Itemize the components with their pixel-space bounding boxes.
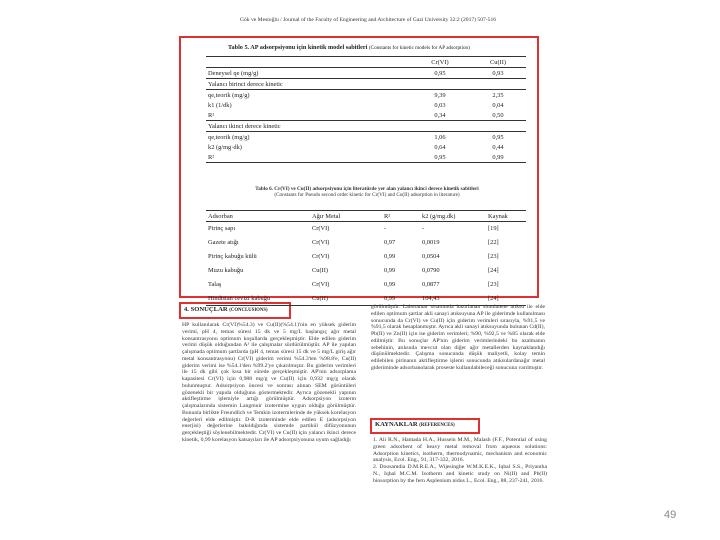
table5-caption: Tablo 5. AP adsorpsiyonu için kinetik model sabitleri (Constants for kinetic models for AP adsorption) xyxy=(228,44,470,51)
table-row: Yalancı ikinci derece kinetic xyxy=(206,121,526,132)
table-row: qe,teorik (mg/g) 1,06 0,95 xyxy=(208,133,504,141)
table6-header-row: Adsorban Ağır Metal R² k2 (g/mg.dk) Kaynak xyxy=(206,211,526,222)
table-row: k2 (g/mg·dk) 0,64 0,44 xyxy=(208,143,504,151)
table5-col-cr: Cr(VI) xyxy=(431,58,449,66)
table5-header-row xyxy=(206,57,526,68)
journal-header: Gök ve Mestoğlu / Journal of the Faculty of Engineering and Architecture of Gazi University 32:2 (2017) 507-516 xyxy=(239,17,497,23)
references-heading: KAYNAKLAR (REFERENCES) xyxy=(375,421,455,428)
table-row: Pirinç sapı Cr(VI) - - [19] xyxy=(208,225,499,233)
table5 xyxy=(206,56,526,163)
table-row: R² 0,95 0,99 xyxy=(206,152,526,163)
table-row: Muzu kabuğu Cu(II) 0,99 0,0790 [24] xyxy=(208,267,499,274)
table-row: k1 (1/dk) 0,03 0,04 xyxy=(208,101,504,109)
table5-col-cu: Cu(II) xyxy=(489,58,506,66)
table-row: Talaş Cr(VI) 0,99 0,0877 [23] xyxy=(208,281,499,288)
conclusions-text: HP kullanılarak Cr(VI)%54.3) ve Cu(II)(%54.1)'nin en yüksek giderim verimi, pH 4, temas süresi 15 dk ve 5 mg/L başlangıç ağır metal konsantrasyonu optimum koşullarda gerçekleşmiştir. Elde edilen giderim verimi düşük olduğundan A² ile çalışmalar sürdürülmüştür. AP ile yapılan çalışmada optimum şartlarda (pH 4, temas süresi 15 dk ve 5 mg/L giriş ağır metal konsantrasyonu) Cr(VI) giderim verimi %54.3'ten %98.8'e, Cu(II) giderim verimi ise %54.1'den %99.2'ye çıkarılmıştır. Bu giderim verimleri ile 15 dk gibi çok kısa bir sürede gerçekleşmiştir. AP'nin adsorplama kapasitesi Cr(VI) için 0,988 mg/g ve Cu(II) için 0,932 mg/g olarak bulunmuştur. Adsorpsiyon öncesi ve sonrası alınan SEM görüntüleri gözenekli bir yapıda olduğunu göstermektedir. Ayrıca gözenekli yapının aktifleştirme işlemiyle artığı görülmüştür. Adsorpsiyon izoterm çalışmalarında sistemin Langmuir izotermine uygun olduğu görülmüştür. Bununla birlikte Freundlich ve Temkin izotermlerinde de yüksek korelasyon değerleri elde edilmiştir. D-R izoterminde elde edilen E (adsorpsiyon enerjisi) değerlerine bakıldığında sistemde partikül difüzyonunun gerçekleştiği söylenebilmektedir. Cr(VI) ve Cu(II) için yalancı ikinci derece kinetik, 0,99 korelasyon katsayıları ile AP adsorpsiyonuna uyum sağladığı xyxy=(182,322,356,443)
conclusions-heading: 4. SONUÇLAR (CONCLUSIONS) xyxy=(184,306,268,313)
table-row: Deneysel qe (mg/g) 0,95 0,93 xyxy=(206,68,526,79)
table-row: Hindistan cevizi kabuğu Cu(II) 0,99 104,43 [24] xyxy=(206,292,526,306)
table-row: Pirinç kabuğu külü Cr(VI) 0,99 0,0504 [23] xyxy=(208,253,499,260)
table6 xyxy=(206,210,526,306)
right-column-text: görülmüştür. Laboratuar ortamında hazırlanan simulatene atıksu ile elde edilen optimum şartlar akli sanayi atıksuyuna AP ile giderimde kullanılması sonucunda da Cr(VI) ve Cu(II) için giderim verimleri sırasıyla, %91,5 ve %91,5 olarak hesaplanmıştır. Ayrıca akli sanayi atıksuyunda bulunan Cd(II), Pb(II) ve Zn(II) için ise giderim verimleri; %90, %92,5 ve %85 olarak elde edilmiştir. Bu sonuçlar AP'nin giderim verimlerindeki bu azalmanın sebebinin, atıksuda mevcut olan diğer ağır metallerden kaynaklandığı düşünülmektedir. Çalışma sonucunda düşük maliyetli, kolay temin edilebilen pirinanın aktifleştirme işlemi sonucunda atıksulardanağır metal gideriminde adsorbanolarak proseste kullanılabileceği sonucuna varılmıştır. xyxy=(371,304,545,371)
reference-item: 2. Doosamdia D.M.R.E.A., Wijesinghe W.M.K.E.K., Iqbal S.S., Priyantha N., Iqbal M.C.M. Isotherm and kinetic study on Ni(II) and Pb(II) biosorption by the fern Asplenium nidus L., Ecol. Eng., 88, 237-241, 2016. xyxy=(373,464,547,484)
references-list xyxy=(373,437,547,535)
page-number: 49 xyxy=(664,509,677,521)
table-row: R² 0,34 0,50 xyxy=(206,110,526,121)
table-row: Yalancı birinci derece kinetic xyxy=(206,79,526,90)
table-row: Gazete atığı Cr(VI) 0,97 0,0019 [22] xyxy=(208,239,499,246)
table6-caption: Tablo 6. Cr(VI) ve Cu(II) adsorpsiyonu için literatürde yer alan yalancı ikinci derece kinetik sabitleri (Constants for Pseudo second order kinetic for Cr(VI) and Cu(II) adsorption in literature) xyxy=(255,186,479,199)
table-row: qe,teorik (mg/g) 9,39 2,35 xyxy=(208,91,504,99)
reference-item: 1. Ali R.N., Hamada H.A., Hussein M.M., Malash (F.F., Potential of using green adsorbent of heavy metal removal from aqueous solutions: Adsorption kinetics, isotherm, thermodynamic, mechanism and economic analysis, Ecol. Eng., 91, 317-332, 2016. xyxy=(373,437,547,464)
